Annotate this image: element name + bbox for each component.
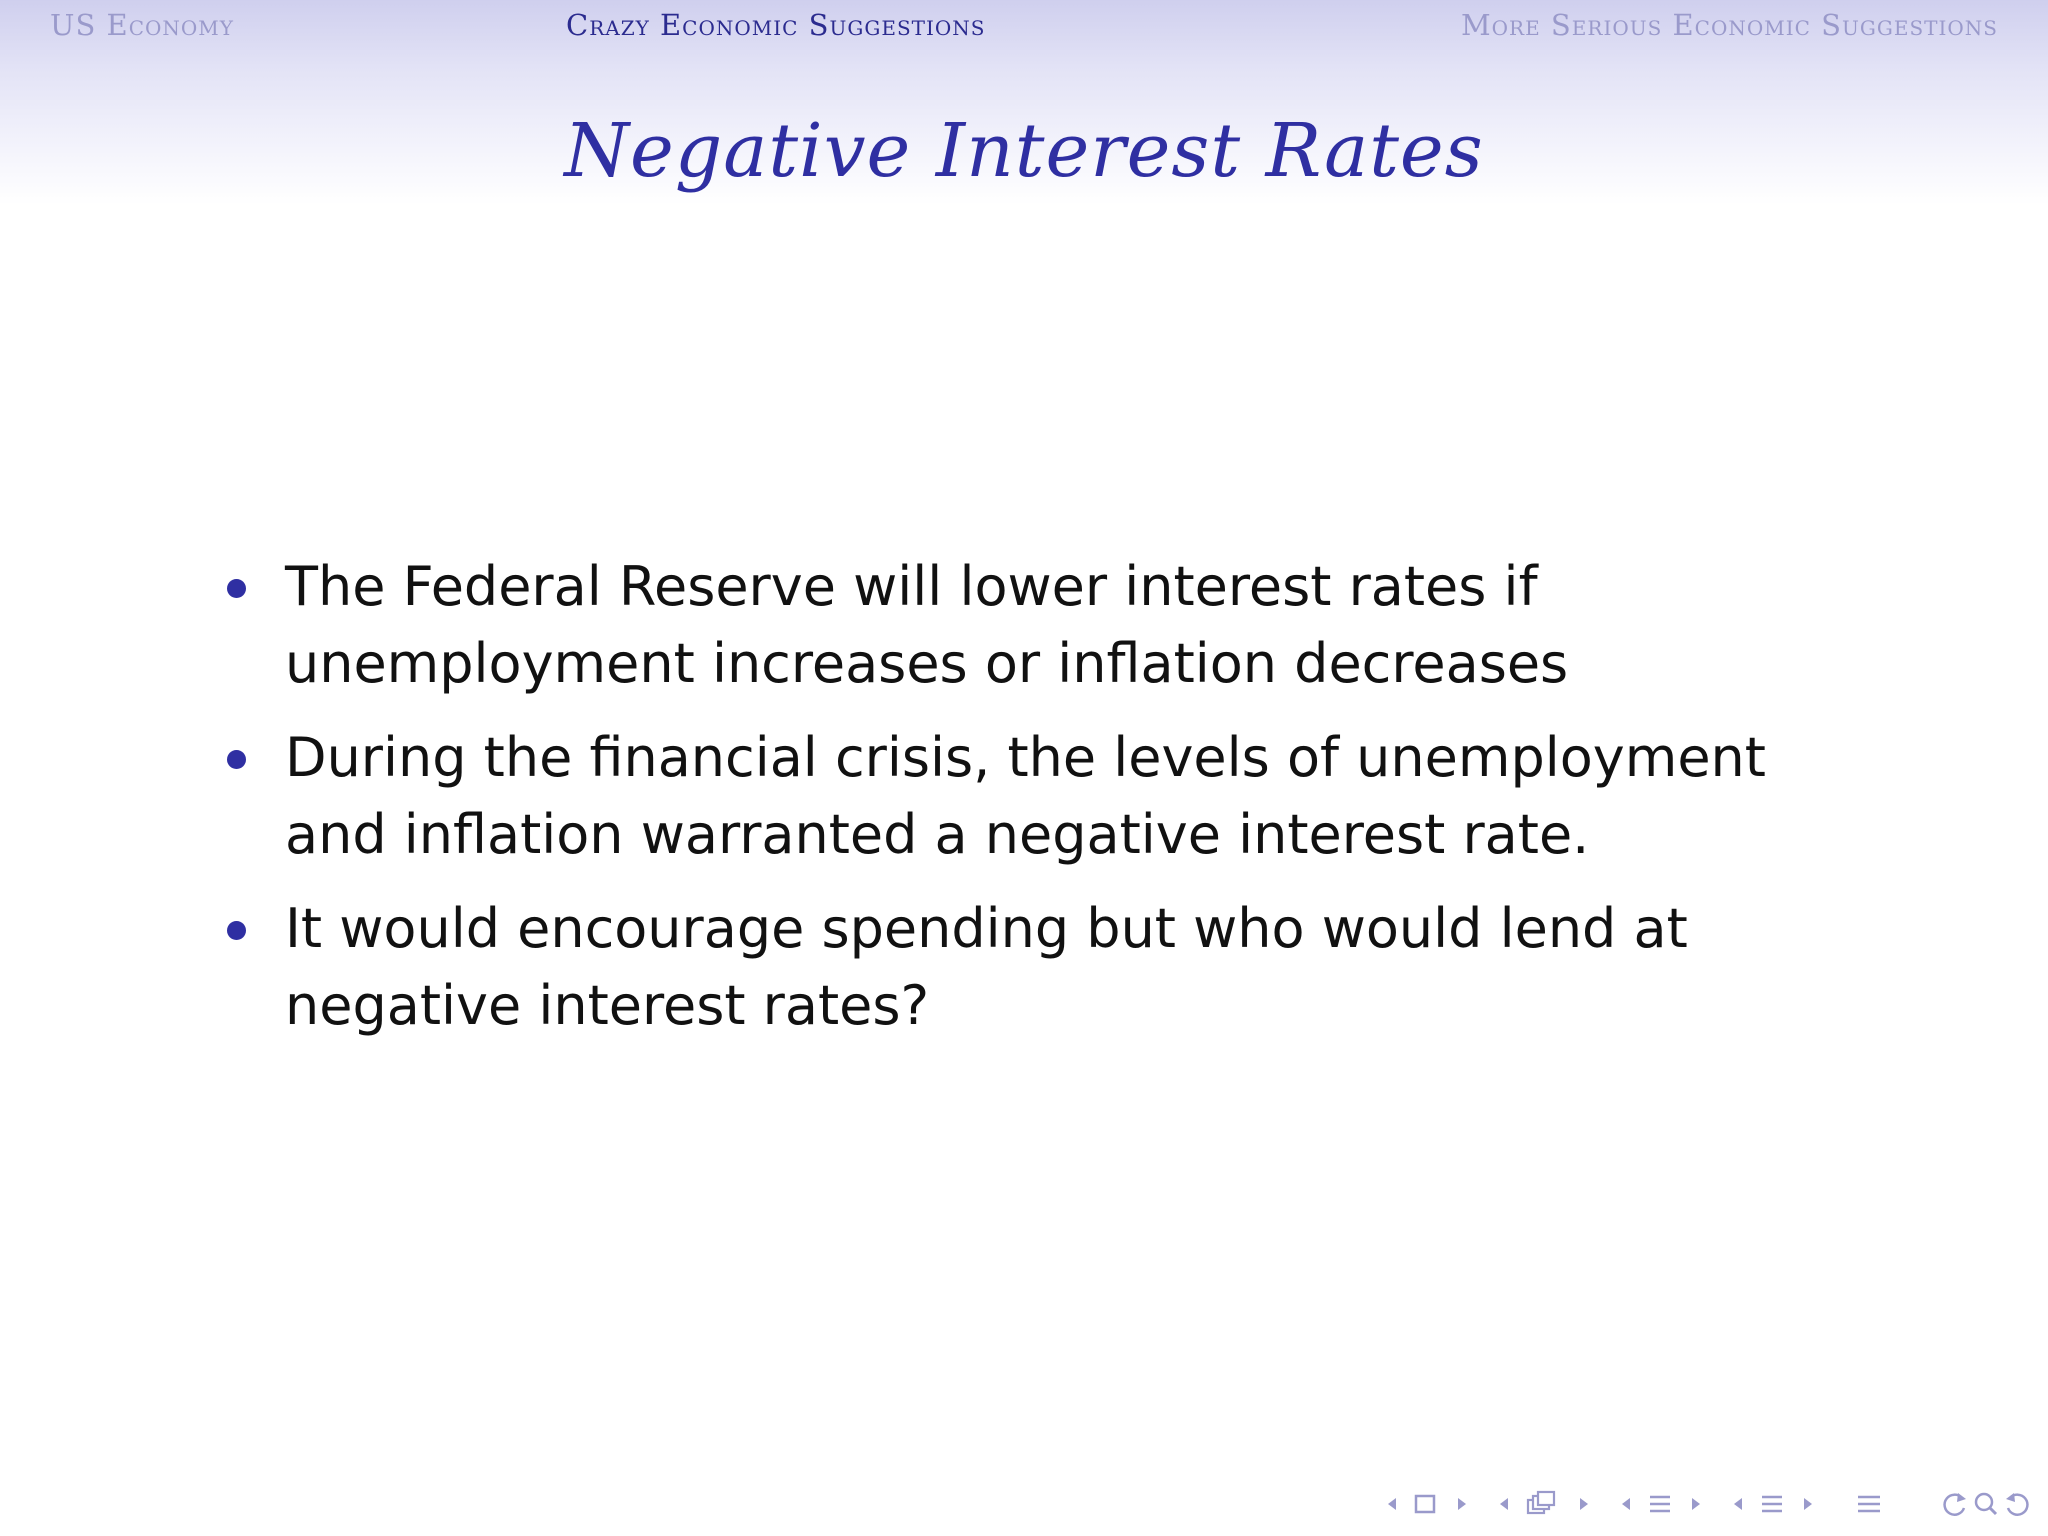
toc-icon[interactable] bbox=[1856, 1489, 1882, 1519]
subsection-nav-icon[interactable] bbox=[1496, 1489, 1592, 1519]
bullet-text: During the financial crisis, the levels of unemployment and inflation warranted a negative interest rate. bbox=[285, 726, 1766, 866]
nav-section-crazy-economic-suggestions[interactable]: Crazy Economic Suggestions bbox=[566, 8, 986, 42]
nav-section-us-economy[interactable]: US Economy bbox=[50, 8, 234, 42]
subsubsection-nav-icon[interactable] bbox=[1730, 1489, 1816, 1519]
bullet-item bbox=[220, 548, 1880, 702]
bullet-text: It would encourage spending but who would lend at negative interest rates? bbox=[285, 897, 1688, 1037]
section-nav-icon[interactable] bbox=[1618, 1489, 1704, 1519]
navigation-symbols bbox=[1358, 1486, 2034, 1522]
bullet-item bbox=[220, 719, 1880, 873]
bullet-dot-icon bbox=[227, 579, 246, 598]
bullet-dot-icon bbox=[227, 921, 246, 940]
nav-section-more-serious-economic-suggestions[interactable]: More Serious Economic Suggestions bbox=[1460, 8, 1998, 42]
bullet-item bbox=[220, 890, 1880, 1044]
slide-title: Negative Interest Rates bbox=[564, 108, 1484, 194]
bullet-dot-icon bbox=[227, 750, 246, 769]
back-search-forward-icon[interactable] bbox=[1938, 1489, 2034, 1519]
bullet-text: The Federal Reserve will lower interest rates if unemployment increases or inflation decreases bbox=[285, 555, 1569, 695]
bullet-list bbox=[220, 548, 1880, 1061]
frame-nav-icon[interactable] bbox=[1384, 1489, 1470, 1519]
